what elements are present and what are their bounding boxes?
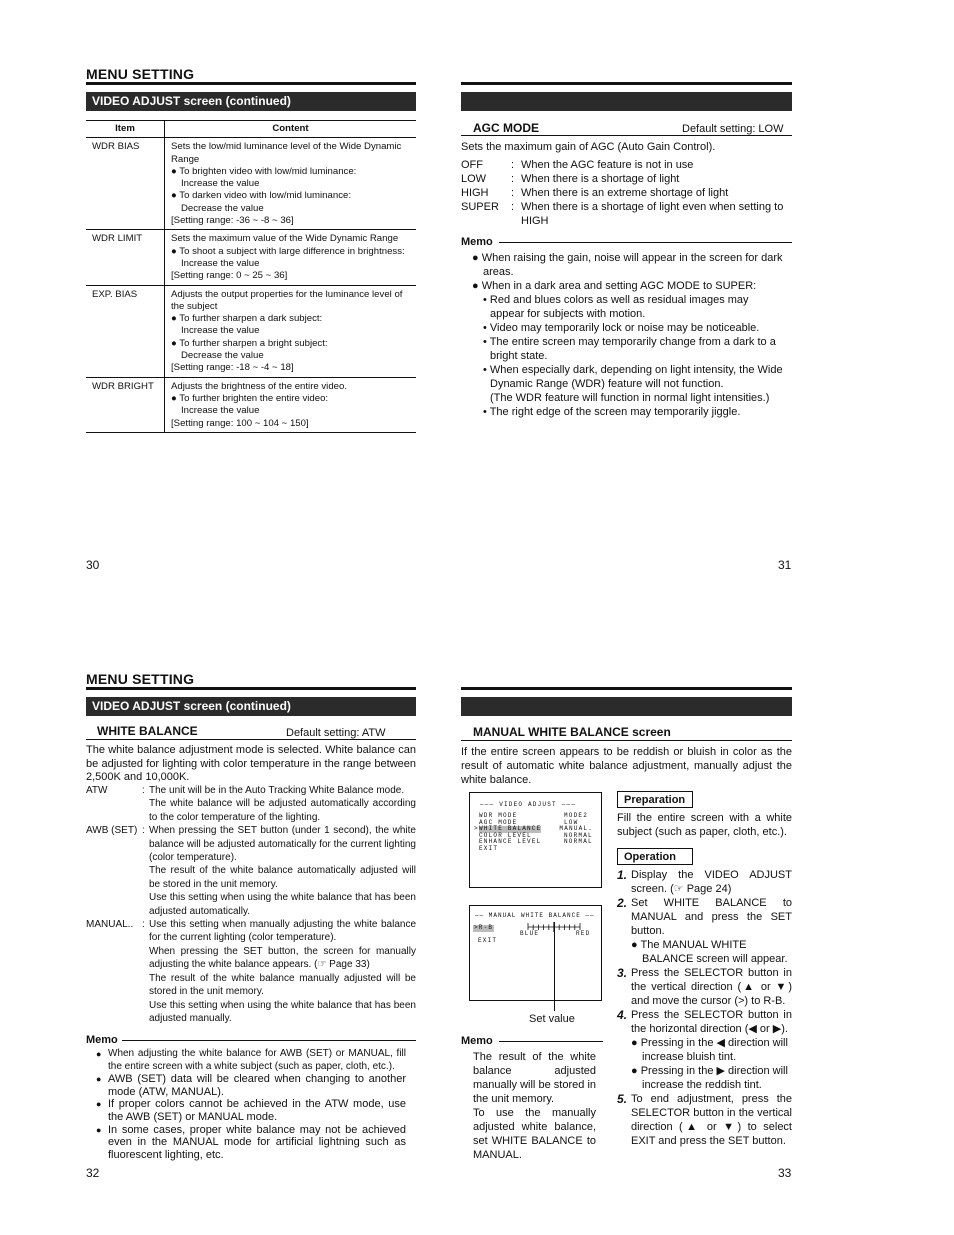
agc-heading-rule [461,135,792,136]
memo-item: • The entire screen may temporarily change from a dark to a bright state. [483,336,776,362]
agc-option-colon: : [511,201,515,213]
screen1-row-value: MANUAL. [559,825,594,832]
step-number: 5. [617,1092,628,1106]
step-number: 4. [617,1008,628,1022]
agc-option-key: LOW [461,173,487,185]
content-line: [Setting range: -18 ~ -4 ~ 18] [171,362,294,374]
content-line: Adjusts the brightness of the entire video. [171,380,347,392]
white-balance-heading: WHITE BALANCE [97,724,198,738]
wb-mode-colon: : [142,785,145,796]
manual-wb-intro: If the entire screen appears to be reddish or bluish in color as the result of automatic white balance adjustment, manually adjust the white balance. [461,746,792,786]
wb-mode-row [86,784,416,824]
table-cell-content [165,138,417,230]
table-row [86,230,416,285]
agc-memo-list [472,251,783,419]
agc-option-desc: When there is a shortage of light even when setting to HIGH [521,201,784,227]
bullet-icon: ● [96,1124,102,1135]
content-line: Increase the value [181,178,260,190]
page31-section-bar [461,92,792,111]
content-line: [Setting range: 0 ~ 25 ~ 36] [171,270,288,282]
content-line: ● To darken video with low/mid luminance: [171,190,351,202]
memo-item [96,1048,406,1073]
content-line: Adjusts the output properties for the luminance level of the subject [171,288,403,312]
step-number: 2. [617,896,628,910]
page30-menu-title: MENU SETTING [86,66,195,82]
content-line: Decrease the value [181,202,264,214]
step-body [631,1008,792,1092]
content-line: ● To shoot a subject with large difference in brightness: [171,245,405,257]
agc-option-key: SUPER [461,201,499,213]
page-number-33: 33 [778,1166,792,1180]
white-balance-modes [86,784,416,1025]
screen1-row-label: EXIT [479,844,499,852]
table-header-content: Content [165,121,417,138]
set-value-label: Set value [529,1013,575,1025]
wb-mode-key: MANUAL.. [86,919,134,931]
page-number-30: 30 [86,558,100,572]
agc-memo-rule [499,242,792,243]
content-line: Increase the value [181,325,260,337]
screen2-red-label: RED [576,930,591,937]
agc-default-setting: Default setting: LOW [682,123,784,135]
video-adjust-screen-diagram [469,792,602,888]
wb-heading-rule [86,739,416,740]
white-balance-default: Default setting: ATW [286,727,386,739]
step-text: Set WHITE BALANCE to MANUAL and press the SET button. [631,897,792,937]
screen1-title: ——— VIDEO ADJUST ——— [480,801,577,808]
agc-mode-heading: AGC MODE [473,121,539,135]
wb-mode-desc [149,784,416,824]
operation-step [617,1008,792,1092]
memo-item: • Video may temporarily lock or noise may be noticeable. [483,322,760,334]
content-line: [Setting range: 100 ~ 104 ~ 150] [171,417,309,429]
agc-intro: Sets the maximum gain of AGC (Auto Gain Control). [461,141,716,153]
wb-mode-row [86,824,416,918]
screen1-row-label: AGC MODE [479,818,518,826]
memo-item: (The WDR feature will function in normal light intensities.) [490,392,770,404]
step-body [631,966,792,1008]
agc-option-row [461,158,792,172]
screen1-row-label: COLOR LEVEL [479,831,532,839]
wb-mode-paragraph: The result of the white balance manually adjusted will be stored in the unit memory. [149,972,416,998]
mwb-memo-rule [499,1041,603,1042]
wb-mode-paragraph: The white balance will be adjusted automatically according to the color temperature of the lighting. [149,798,416,823]
memo-item: • The right edge of the screen may temporarily jiggle. [483,406,741,418]
page32-section-bar: VIDEO ADJUST screen (continued) [86,697,416,716]
table-cell-item: WDR LIMIT [86,230,165,285]
white-balance-intro: The white balance adjustment mode is selected. White balance can be adjusted for lighting with color temperature in the range between 2,500K and 10,000K. [86,744,416,784]
page31-title-rule [461,82,792,85]
step-number: 1. [617,868,628,882]
table-row [86,138,416,230]
content-line: ● To further sharpen a bright subject: [171,337,328,349]
table-cell-item: WDR BRIGHT [86,377,165,432]
step-text: Display the VIDEO ADJUST screen. (☞ Page 24) [631,869,792,895]
wb-mode-paragraph: Use this setting when using the white balance that has been adjusted manually. [149,999,416,1024]
wb-mode-paragraph: Use this setting when manually adjusting the white balance for the current lighting (color temperature). [149,919,416,944]
wb-mode-paragraph: The result of the white balance automatically adjusted will be stored in the unit memory. [149,865,416,890]
agc-option-colon: : [511,173,515,185]
page-number-31: 31 [778,558,792,572]
agc-option-row [461,186,792,200]
screen1-row-value: LOW [564,818,579,826]
memo-text: When adjusting the white balance for AWB (SET) or MANUAL, fill the entire screen with a white subject (such as paper, cloth, etc.). [108,1048,406,1072]
wb-mode-row [86,918,416,1025]
screen1-cursor: > [474,825,479,832]
wb-mode-desc [149,824,416,918]
memo-item: ● When in a dark area and setting AGC MODE to SUPER: [472,280,757,292]
agc-option-desc: When there is an extreme shortage of light [521,187,729,199]
memo-paragraph: The result of the white balance adjusted manually will be stored in the unit memory. [473,1051,596,1105]
step-subnote: ● The MANUAL WHITE BALANCE screen will appear. [631,939,788,965]
screen1-row-value: NORMAL [564,831,593,839]
agc-option-colon: : [511,187,515,199]
table-cell-item: EXP. BIAS [86,285,165,377]
step-body [631,1092,792,1148]
table-cell-content [165,377,417,432]
bullet-icon: ● [96,1049,102,1059]
operation-step [617,1092,792,1148]
step-text: To end adjustment, press the SELECTOR button in the vertical direction (▲ or ▼) to select EXIT and press the SET button. [631,1093,792,1147]
step-body [631,868,792,896]
set-value-pointer-line [554,922,555,1011]
manual-wb-screen-diagram [469,905,602,1001]
table-cell-content [165,230,417,285]
wb-mode-colon: : [142,825,145,837]
agc-option-desc: When there is a shortage of light [521,173,680,185]
agc-option-row [461,172,792,186]
screen1-menu-rows [474,813,598,852]
table-header-item: Item [86,121,165,138]
wb-mode-key: AWB (SET) [86,825,138,837]
mwb-memo-title: Memo [461,1035,493,1047]
operation-label: Operation [617,848,693,865]
memo-item: ● When raising the gain, noise will appear in the screen for dark areas. [472,252,783,278]
wb-mode-colon: : [142,919,145,931]
agc-options-list [461,158,792,228]
step-number: 3. [617,966,628,980]
memo-paragraph: To use the manually adjusted white balance, set WHITE BALANCE to MANUAL. [473,1107,596,1161]
memo-item: • When especially dark, depending on light intensity, the Wide Dynamic Range (WDR) feature will not function. [483,364,783,390]
bullet-icon: ● [96,1074,102,1085]
page30-item-table [86,120,416,433]
memo-text: If proper colors cannot be achieved in the ATW mode, use the AWB (SET) or MANUAL mode. [108,1098,406,1123]
wb-mode-desc [149,918,416,1025]
screen2-exit: EXIT [478,937,498,944]
table-row [86,285,416,377]
content-line: ● To further brighten the entire video: [171,392,329,404]
screen1-row-label: WDR MODE [479,812,518,819]
wb-memo-list [96,1048,406,1161]
agc-option-key: OFF [461,159,483,171]
preparation-label: Preparation [617,791,693,808]
mwb-memo-text [473,1050,596,1162]
step-body [631,896,792,966]
page32-title-rule [86,687,416,690]
wb-mode-key: ATW [86,785,108,796]
manual-wb-heading-rule [461,740,792,741]
agc-option-desc: When the AGC feature is not in use [521,159,694,171]
screen2-title: —— MANUAL WHITE BALANCE —— [475,912,595,919]
step-subnote: ● Pressing in the ▶ direction will increase the reddish tint. [631,1065,788,1091]
content-line: Increase the value [181,257,260,269]
agc-option-key: HIGH [461,187,489,199]
page33-section-bar [461,697,792,716]
wb-mode-paragraph: The unit will be in the Auto Tracking White Balance mode. [149,785,405,796]
content-line: ● To brighten video with low/mid luminance: [171,165,357,177]
table-cell-content [165,285,417,377]
table-row [86,377,416,432]
memo-item [96,1098,406,1123]
screen1-row-label: WHITE BALANCE [479,825,542,832]
content-line: ● To further sharpen a dark subject: [171,313,323,325]
page33-title-rule [461,687,792,690]
memo-item: • Red and blues colors as well as residual images may appear for subjects with motion. [483,294,749,320]
wb-memo-title: Memo [86,1034,118,1046]
wb-mode-paragraph: When pressing the SET button (under 1 second), the white balance will be adjusted automatically for the current lighting (color temperature). [149,825,416,864]
content-line: Increase the value [181,405,260,417]
step-text: Press the SELECTOR button in the vertical direction (▲ or ▼) and move the cursor (>) to R-B. [631,967,792,1007]
wb-mode-paragraph: Use this setting when using the white balance that has been adjusted automatically. [149,892,416,917]
operation-steps [617,868,792,1148]
table-cell-item: WDR BIAS [86,138,165,230]
content-line: Decrease the value [181,350,264,362]
preparation-text: Fill the entire screen with a white subject (such as paper, cloth, etc.). [617,812,792,838]
content-line: Sets the maximum value of the Wide Dynamic Range [171,233,399,245]
memo-item [96,1124,406,1162]
page30-title-rule [86,82,416,85]
agc-option-row [461,200,792,228]
operation-step [617,868,792,896]
memo-item [96,1073,406,1098]
screen1-row-value: MODE2 [564,812,589,819]
page-number-32: 32 [86,1166,100,1180]
step-text: Press the SELECTOR button in the horizontal direction (◀ or ▶). [631,1009,792,1035]
step-subnote: ● Pressing in the ◀ direction will increase bluish tint. [631,1037,788,1063]
bullet-icon: ● [96,1099,102,1110]
agc-option-colon: : [511,159,515,171]
content-line: [Setting range: -36 ~ -8 ~ 36] [171,215,294,227]
operation-step [617,966,792,1008]
screen2-blue-label: BLUE [520,930,540,937]
agc-memo-title: Memo [461,236,493,248]
memo-text: AWB (SET) data will be cleared when changing to another mode (ATW, MANUAL). [108,1073,406,1098]
content-line: Sets the low/mid luminance level of the Wide Dynamic Range [171,141,402,165]
wb-mode-paragraph: When pressing the SET button, the screen for manually adjusting the white balance appears. (☞ Page 33) [149,945,416,971]
page30-section-bar: VIDEO ADJUST screen (continued) [86,92,416,111]
manual-wb-heading: MANUAL WHITE BALANCE screen [473,725,671,739]
screen2-rb-cursor: >R-B [474,924,494,931]
wb-memo-rule [122,1040,416,1041]
page32-menu-title: MENU SETTING [86,671,195,687]
memo-text: In some cases, proper white balance may not be achieved even in the MANUAL mode for artificial lightning such as fluorescent lighting, etc. [108,1123,406,1161]
screen1-row-value: NORMAL [564,838,593,845]
operation-step [617,896,792,966]
screen1-row [474,846,598,853]
screen1-row-label: ENHANCE LEVEL [479,838,542,845]
